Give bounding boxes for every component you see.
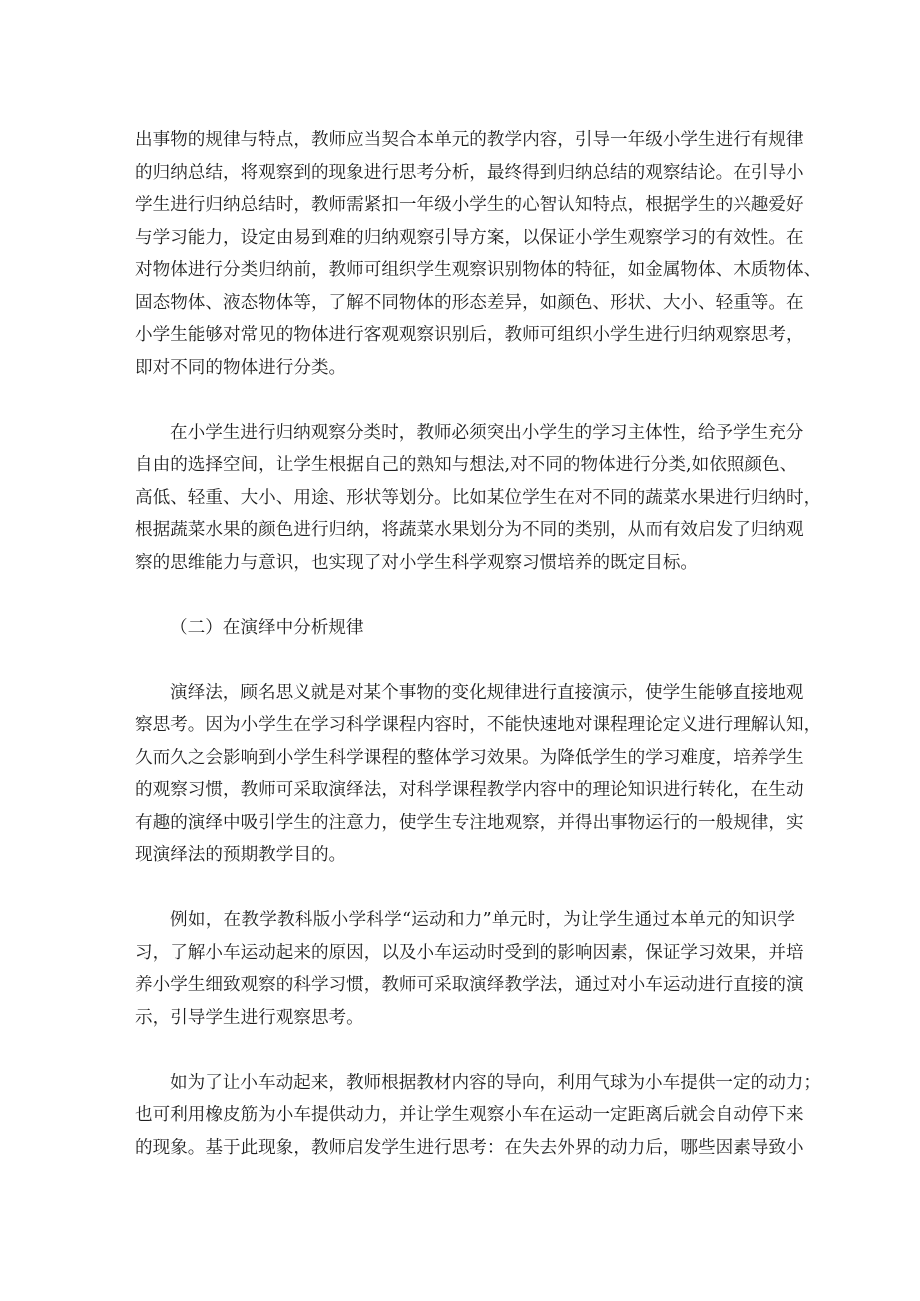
text-line: 即对不同的物体进行分类。 (135, 358, 347, 378)
text-line: 出事物的规律与特点，教师应当契合本单元的教学内容，引导一年级小学生进行有规律 (135, 130, 804, 150)
text-line: 根据蔬菜水果的颜色进行归纳，将蔬菜水果划分为不同的类别，从而有效启发了归纳观 (135, 520, 804, 540)
text-line: 在小学生进行归纳观察分类时，教师必须突出小学生的学习主体性，给予学生充分 (170, 423, 804, 443)
text-line: 察的思维能力与意识，也实现了对小学生科学观察习惯培养的既定目标。 (135, 553, 699, 573)
text-line: 如为了让小车动起来，教师根据教材内容的导向，利用气球为小车提供一定的动力； (170, 1073, 821, 1093)
text-line: 养小学生细致观察的科学习惯，教师可采取演绎教学法，通过对小车运动进行直接的演 (135, 975, 804, 995)
text-line: 小学生能够对常见的物体进行客观观察识别后，教师可组织小学生进行归纳观察思考， (135, 325, 804, 345)
text-line: 学生进行归纳总结时，教师需紧扣一年级小学生的心智认知特点，根据学生的兴趣爱好 (135, 195, 804, 215)
text-line: 固态物体、液态物体等，了解不同物体的形态差异，如颜色、形状、大小、轻重等。在 (135, 293, 804, 313)
text-line: 的归纳总结，将观察到的现象进行思考分析，最终得到归纳总结的观察结论。在引导小 (135, 163, 804, 183)
text-line: 的现象。基于此现象，教师启发学生进行思考：在失去外界的动力后，哪些因素导致小 (135, 1138, 804, 1158)
text-line: 久而久之会影响到小学生科学课程的整体学习效果。为降低学生的学习难度，培养学生 (135, 748, 804, 768)
text-line: 与学习能力，设定由易到难的归纳观察引导方案，以保证小学生观察学习的有效性。在 (135, 228, 804, 248)
text-line: 对物体进行分类归纳前，教师可组织学生观察识别物体的特征，如金属物体、木质物体、 (135, 260, 822, 280)
section-heading: （二）在演绎中分析规律 (170, 618, 364, 638)
text-line: 高低、轻重、大小、用途、形状等划分。比如某位学生在对不同的蔬菜水果进行归纳时， (135, 488, 822, 508)
text-line: 察思考。因为小学生在学习科学课程内容时，不能快速地对课程理论定义进行理解认知， (135, 715, 822, 735)
text-line: 习，了解小车运动起来的原因，以及小车运动时受到的影响因素，保证学习效果，并培 (135, 943, 804, 963)
text-line: 示，引导学生进行观察思考。 (135, 1008, 364, 1028)
text-line: 也可利用橡皮筋为小车提供动力，并让学生观察小车在运动一定距离后就会自动停下来 (135, 1105, 804, 1125)
text-line: 的观察习惯，教师可采取演绎法，对科学课程教学内容中的理论知识进行转化，在生动 (135, 780, 804, 800)
text-line: 现演绎法的预期教学目的。 (135, 845, 347, 865)
text-line: 例如，在教学教科版小学科学“运动和力”单元时，为让学生通过本单元的知识学 (170, 910, 795, 930)
text-line: 有趣的演绎中吸引学生的注意力，使学生专注地观察，并得出事物运行的一般规律，实 (135, 813, 804, 833)
text-line: 自由的选择空间，让学生根据自己的熟知与想法,对不同的物体进行分类,如依照颜色、 (135, 455, 798, 475)
text-line: 演绎法，顾名思义就是对某个事物的变化规律进行直接演示，使学生能够直接地观 (170, 683, 804, 703)
